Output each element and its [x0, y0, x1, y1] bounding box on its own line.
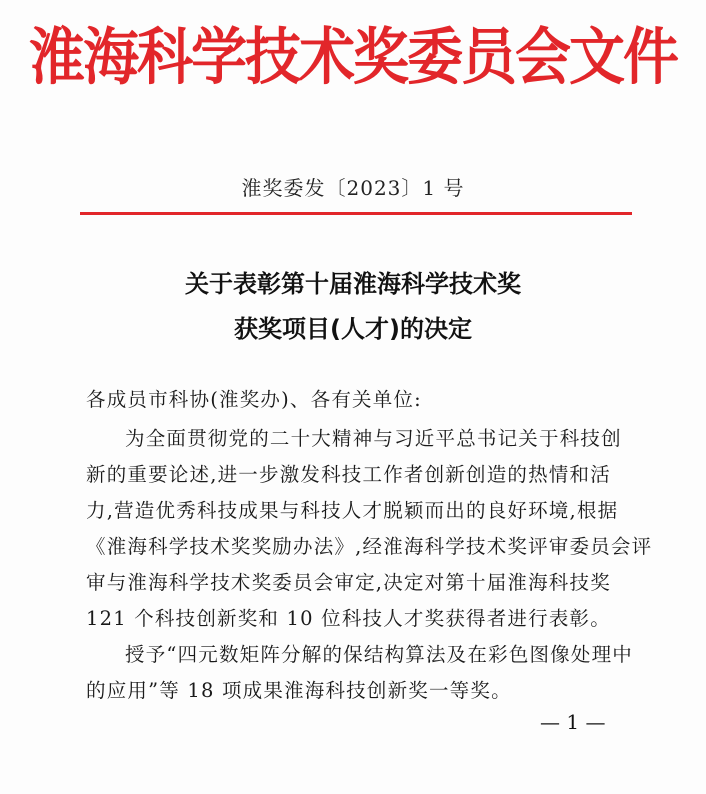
- paragraph-line: 审与淮海科学技术奖委员会审定,决定对第十届淮海科技奖: [86, 571, 611, 594]
- paragraph-line: 的应用”等 18 项成果淮海科技创新奖一等奖。: [86, 679, 512, 702]
- page-number: — 1 —: [540, 710, 606, 734]
- document-number: 淮奖委发〔2023〕1 号: [241, 176, 465, 200]
- paragraph-line: 授予“四元数矩阵分解的保结构算法及在彩色图像处理中: [125, 643, 633, 666]
- salutation: 各成员市科协(淮奖办)、各有关单位:: [86, 388, 422, 411]
- document-title-line-2: 获奖项目(人才)的决定: [234, 315, 472, 343]
- paragraph-line: 为全面贯彻党的二十大精神与习近平总书记关于科技创: [125, 427, 622, 450]
- paragraph-line: 力,营造优秀科技成果与科技人才脱颖而出的良好环境,根据: [86, 499, 619, 522]
- body-paragraph-1: [86, 421, 653, 637]
- body-paragraph-2: [86, 637, 646, 709]
- red-divider-rule: [80, 212, 632, 215]
- paragraph-line: 新的重要论述,进一步激发科技工作者创新创造的热情和活: [86, 463, 611, 486]
- paragraph-line: 121 个科技创新奖和 10 位科技人才奖获得者进行表彰。: [86, 607, 611, 630]
- paragraph-line: 《淮海科学技术奖奖励办法》,经淮海科学技术奖评审委员会评: [86, 535, 653, 558]
- document-masthead: 淮海科学技术奖委员会文件: [29, 21, 677, 94]
- document-title-line-1: 关于表彰第十届淮海科学技术奖: [185, 270, 521, 298]
